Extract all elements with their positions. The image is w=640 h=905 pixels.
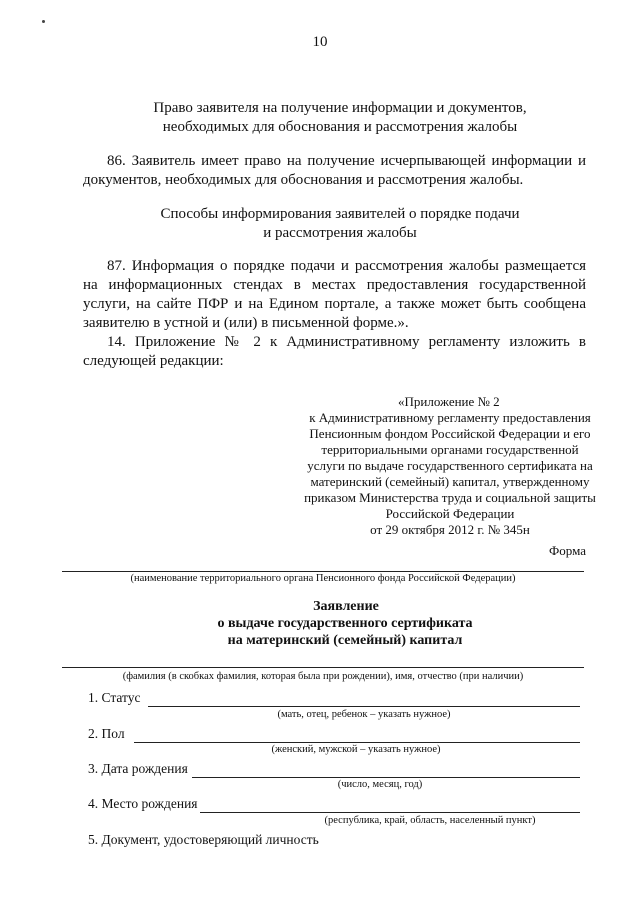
appendix-line: услуги по выдаче государственного сертификата на — [307, 458, 593, 473]
heading-line: и рассмотрения жалобы — [263, 225, 417, 241]
appendix-line: приказом Министерства труда и социальной защиты — [304, 490, 596, 505]
appendix-header — [300, 394, 600, 538]
scan-speck — [42, 20, 45, 23]
section-heading-rights — [80, 99, 600, 137]
appendix-line: материнский (семейный) капитал, утвержденному — [310, 474, 590, 489]
field-gender-hint: (женский, мужской – указать нужное) — [271, 744, 441, 755]
section-heading-methods — [80, 205, 600, 243]
field-birthdate-line[interactable] — [192, 777, 580, 778]
field-birthdate-label: 3. Дата рождения — [88, 761, 188, 776]
title-line: на материнский (семейный) капитал — [227, 633, 463, 648]
field-gender-line[interactable] — [134, 742, 580, 743]
page-number: 10 — [312, 34, 328, 50]
appendix-line: территориальными органами государственной — [321, 442, 579, 457]
paragraph-86: 86. Заявитель имеет право на получение исчерпывающей информации и документов, необходимых для обоснования и рассмотрения жалобы. — [83, 153, 586, 188]
paragraph-87: 87. Информация о порядке подачи и рассмотрения жалобы размещается на информационных стендах в местах предоставления государственной услуги, на сайте ПФР и на Едином портале, а также может быть сообщена заявителю в устной и (или) в письменной форме.». — [83, 258, 586, 331]
org-name-caption: (наименование территориального органа Пенсионного фонда Российской Федерации) — [130, 573, 516, 584]
field-birthplace-hint: (республика, край, область, населенный пункт) — [324, 815, 536, 826]
heading-line: необходимых для обоснования и рассмотрения жалобы — [162, 119, 518, 135]
field-status-label: 1. Статус — [88, 690, 141, 705]
appendix-line: Пенсионным фондом Российской Федерации и его — [309, 426, 591, 441]
field-status-line[interactable] — [148, 706, 580, 707]
applicant-name-line — [62, 667, 584, 668]
appendix-line: от 29 октября 2012 г. № 345н — [370, 522, 530, 537]
title-line: о выдаче государственного сертификата — [217, 616, 473, 631]
title-line: Заявление — [313, 599, 379, 614]
field-id-document-label: 5. Документ, удостоверяющий личность — [88, 832, 319, 847]
field-status-hint: (мать, отец, ребенок – указать нужное) — [277, 709, 451, 720]
form-title — [100, 598, 590, 649]
paragraph-14: 14. Приложение № 2 к Административному регламенту изложить в следующей редакции: — [83, 334, 586, 369]
field-birthplace-label: 4. Место рождения — [88, 796, 198, 811]
field-birthdate-hint: (число, месяц, год) — [337, 779, 423, 790]
appendix-line: к Административному регламенту предоставления — [309, 410, 591, 425]
field-gender-label: 2. Пол — [88, 726, 125, 741]
applicant-name-caption: (фамилия (в скобках фамилия, которая была при рождении), имя, отчество (при наличии) — [122, 671, 524, 682]
field-birthplace-line[interactable] — [200, 812, 580, 813]
heading-line: Право заявителя на получение информации и документов, — [153, 100, 527, 116]
heading-line: Способы информирования заявителей о порядке подачи — [160, 206, 520, 222]
org-name-line — [62, 571, 584, 572]
appendix-line: «Приложение № 2 — [398, 394, 500, 409]
appendix-line: Российской Федерации — [385, 506, 515, 521]
form-label: Форма — [549, 543, 586, 558]
